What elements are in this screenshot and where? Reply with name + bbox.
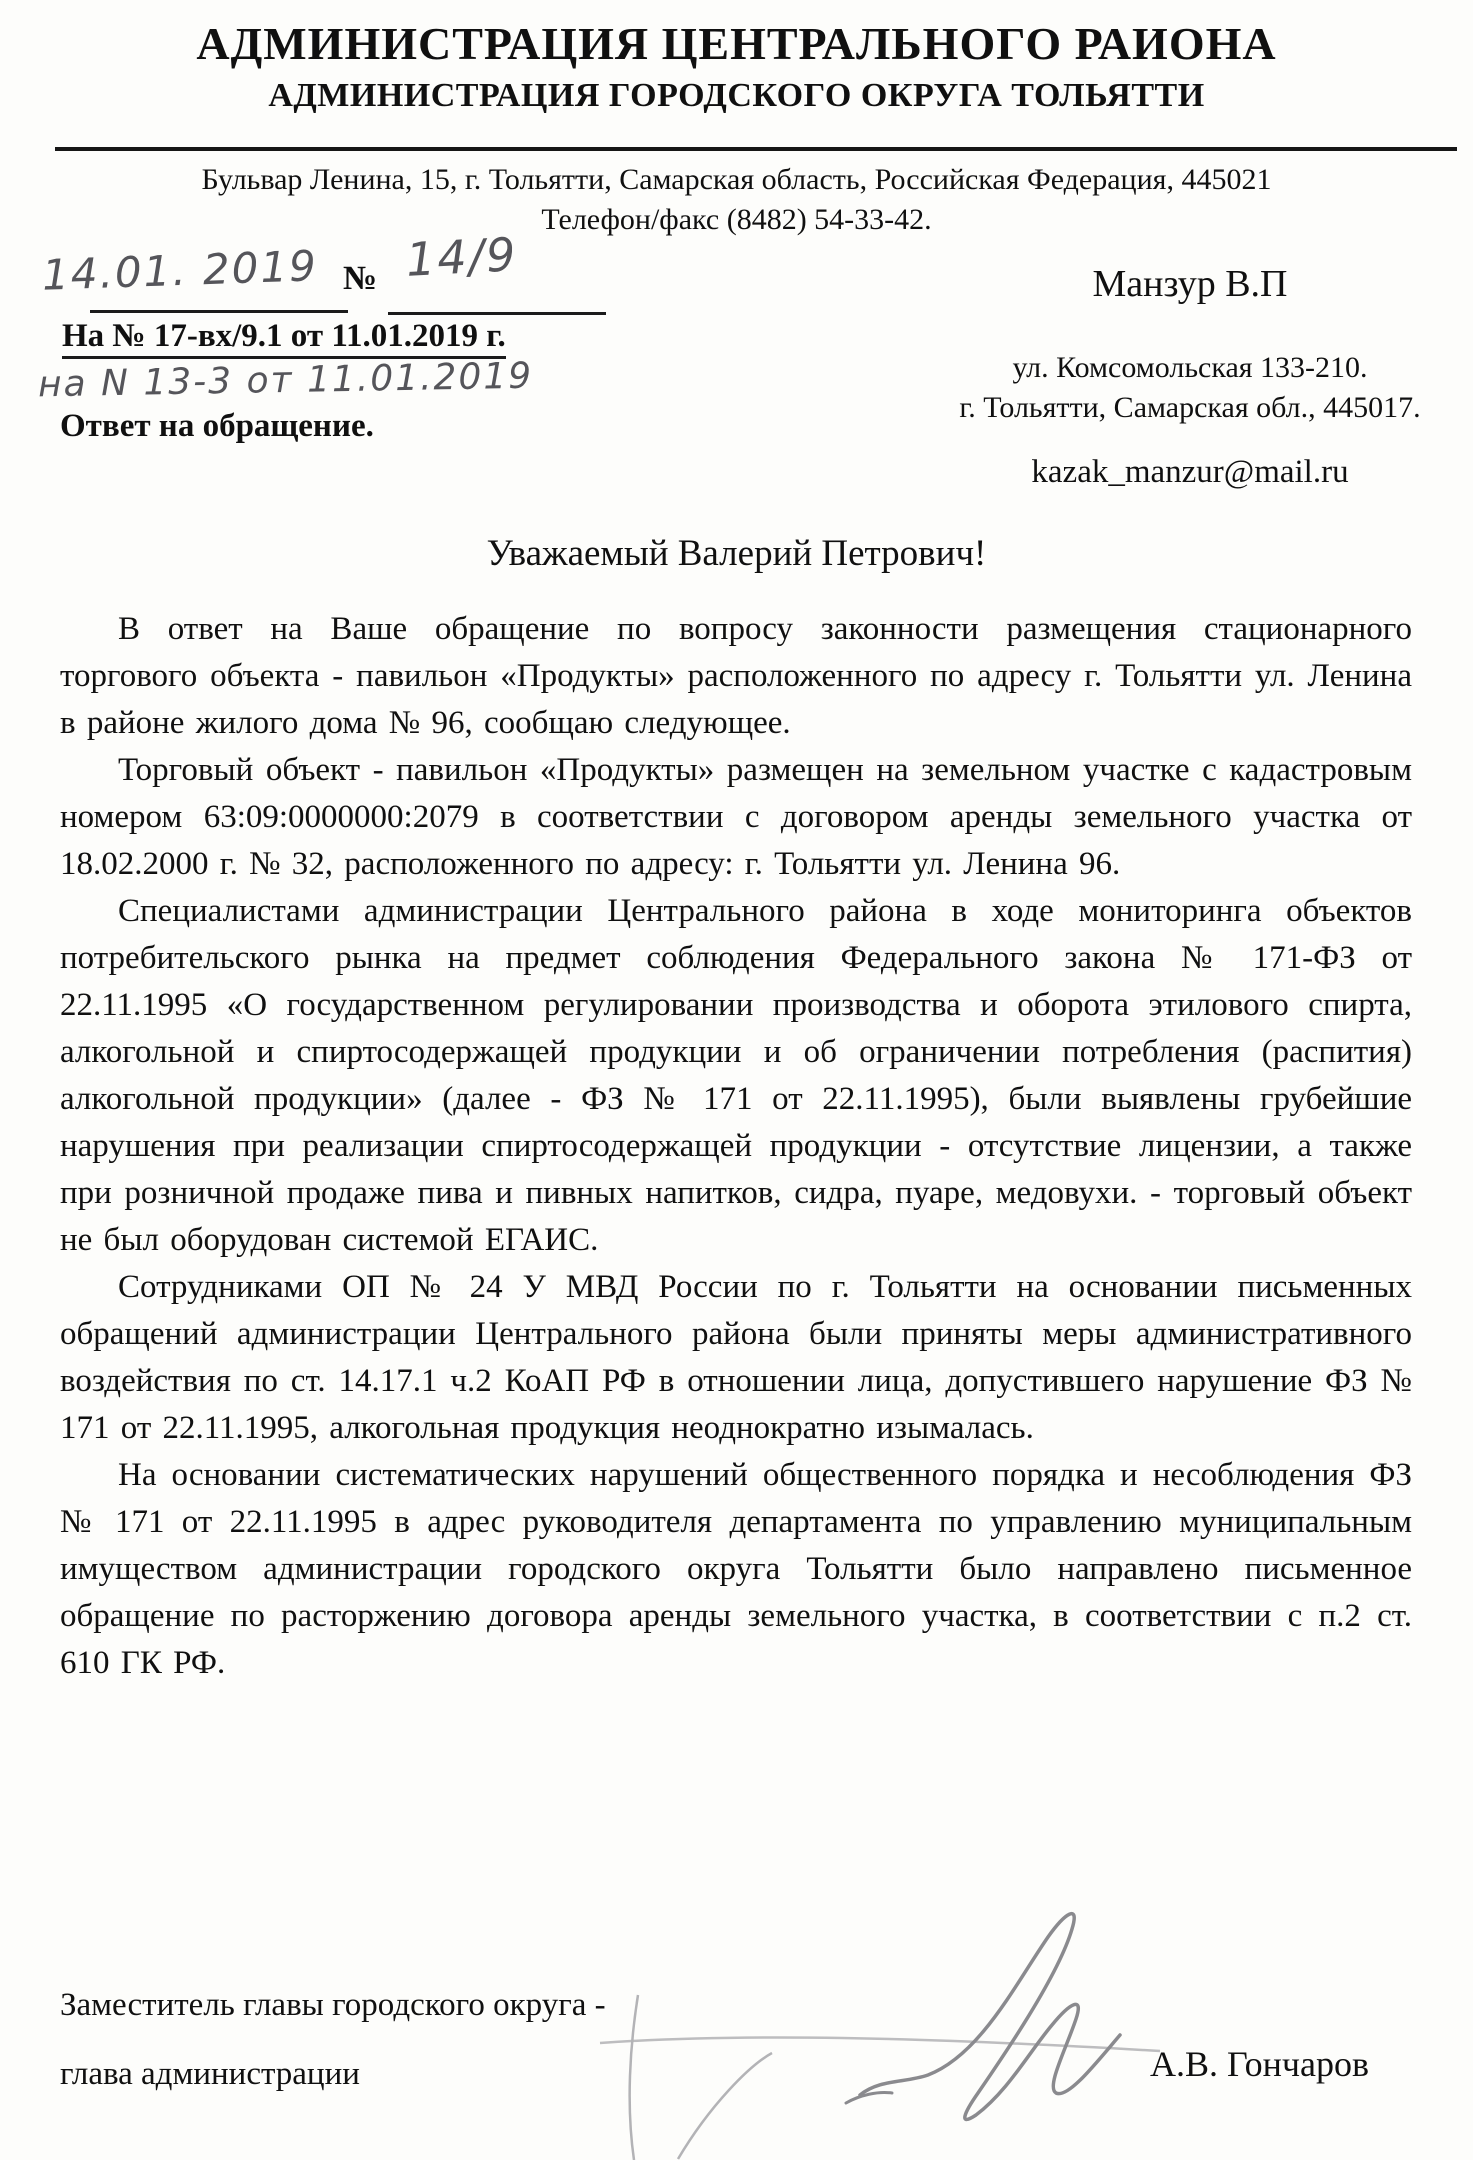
letterhead-divider (55, 147, 1457, 151)
body-paragraph: На основании систематических нарушений общественного порядка и несоблюдения ФЗ № 171 от 22.11.1995 в адрес руководителя департамента по управлению муниципальным имуществом администрации городского округа Тольятти было направлено письменное обращение по расторжению договора аренды земельного участка, в соответствии с п.2 ст. 610 ГК РФ. (60, 1457, 1412, 1681)
signoff-position-line1: Заместитель главы городского округа - (60, 1987, 606, 2023)
organization-name-primary: АДМИНИСТРАЦИЯ ЦЕНТРАЛЬНОГО РАИОНА (196, 18, 1277, 69)
body-paragraph: Торговый объект - павильон «Продукты» размещен на земельном участке с кадастровым номером 63:09:0000000:2079 в соответствии с договором аренды земельного участка от 18.02.2000 г. № 32, расположенного по адресу: г. Тольятти ул. Ленина 96. (60, 752, 1412, 882)
letterhead-address: Бульвар Ленина, 15, г. Тольятти, Самарская область, Российская Федерация, 445021 (201, 163, 1272, 196)
recipient-address-line2: г. Тольятти, Самарская обл., 445017. (959, 391, 1421, 424)
incoming-reference-handwritten: на N 13-3 от 11.01.2019 (37, 355, 534, 406)
signer-name: А.В. Гончаров (1150, 2044, 1370, 2084)
number-sign: № (343, 260, 378, 297)
body-paragraph: Сотрудниками ОП № 24 У МВД России по г. Тольятти на основании письменных обращений администрации Центрального района были приняты меры административного воздействия по ст. 14.17.1 ч.2 КоАП РФ в отношении лица, допустившего нарушение ФЗ № 171 от 22.11.1995, алкогольная продукция неоднократно изымалась. (60, 1269, 1412, 1446)
recipient-address-line1: ул. Комсомольская 133-210. (1012, 351, 1368, 384)
salutation: Уважаемый Валерий Петрович! (486, 533, 987, 574)
recipient-address (920, 348, 1460, 428)
signoff-position-line2: глава администрации (60, 2056, 360, 2092)
date-underline (90, 310, 348, 313)
recipient-name: Манзур В.П (1092, 263, 1288, 305)
number-underline (388, 312, 606, 315)
incoming-reference-line: На № 17-вх/9.1 от 11.01.2019 г. (62, 318, 506, 359)
letterhead (0, 18, 1473, 118)
letter-subject: Ответ на обращение. (60, 408, 374, 444)
signoff-block (60, 1982, 606, 2098)
recipient-block (920, 262, 1460, 491)
letter-body (60, 606, 1412, 1687)
signature-scribble (560, 1865, 1180, 2160)
outgoing-date-handwritten: 14.01. 2019 (41, 241, 319, 300)
body-paragraph: Специалистами администрации Центрального района в ходе мониторинга объектов потребительского рынка на предмет соблюдения Федерального закона № 171-ФЗ от 22.11.1995 «О государственном регулировании производства и оборота этилового спирта, алкогольной и спиртосодержащей продукции и об ограничении потребления (распития) алкогольной продукции» (далее - ФЗ № 171 от 22.11.1995), были выявлены грубейшие нарушения при реализации спиртосодержащей продукции - отсутствие лицензии, а также при розничной продаже пива и пивных напитков, сидра, пуаре, медовухи. - торговый объект не был оборудован системой ЕГАИС. (60, 893, 1412, 1258)
recipient-email: kazak_manzur@mail.ru (1031, 454, 1349, 490)
letterhead-phone: Телефон/факс (8482) 54-33-42. (541, 203, 932, 236)
organization-name-secondary: АДМИНИСТРАЦИЯ ГОРОДСКОГО ОКРУГА ТОЛЬЯТТИ (268, 77, 1205, 114)
outgoing-number-handwritten: 14/9 (404, 227, 519, 287)
body-paragraph: В ответ на Ваше обращение по вопросу законности размещения стационарного торгового объекта - павильон «Продукты» расположенного по адресу г. Тольятти ул. Ленина в районе жилого дома № 96, сообщаю следующее. (60, 611, 1412, 741)
